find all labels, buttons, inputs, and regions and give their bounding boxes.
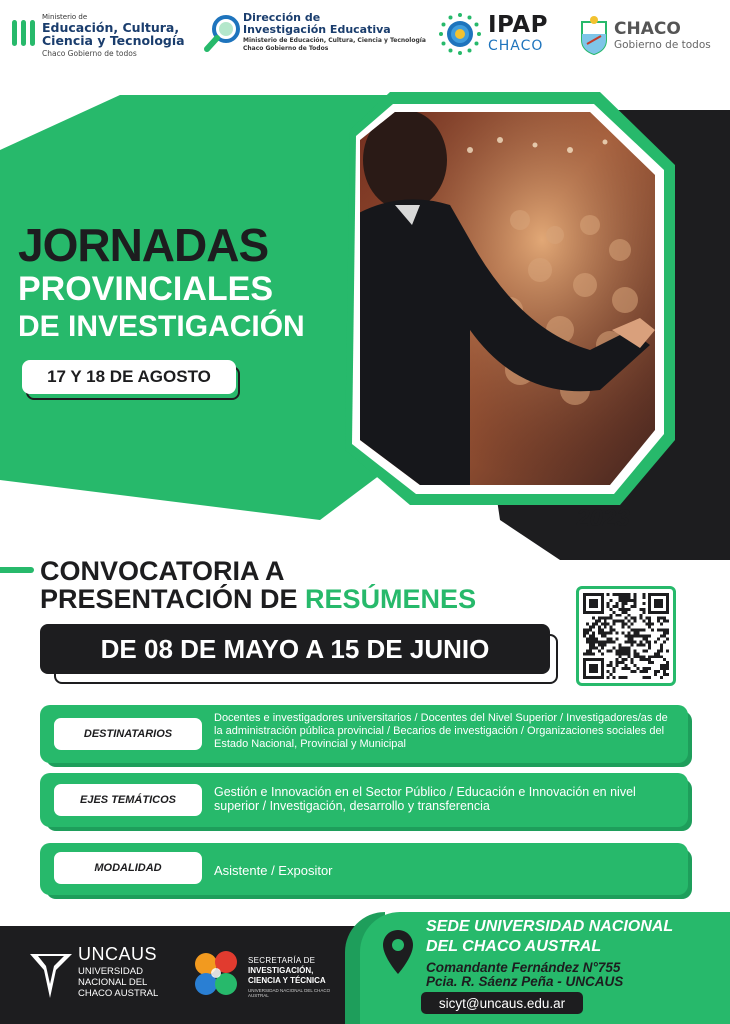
- chaco-tagline: Gobierno de todos: [614, 39, 711, 51]
- info-text-themes: Gestión e Innovación en el Sector Público / Educación e Innovación en nivel superior / Investigación, desarrollo y transferencia: [214, 785, 636, 813]
- secretaria-line3: CIENCIA Y TÉCNICA: [248, 976, 326, 985]
- submission-period: [40, 624, 558, 686]
- submission-period-text: DE 08 DE MAYO A 15 DE JUNIO: [40, 624, 550, 674]
- venue-line-1: SEDE UNIVERSIDAD NACIONAL: [426, 918, 674, 935]
- ministry-prefix: Ministerio de: [42, 13, 88, 21]
- contact-email[interactable]: sicyt@uncaus.edu.ar: [421, 992, 583, 1014]
- event-dates-badge: [22, 360, 240, 400]
- info-label-themes: EJES TEMÁTICOS: [54, 784, 202, 816]
- call-line-2: [40, 584, 476, 615]
- ministry-bars-icon: [12, 20, 36, 46]
- speaker-photo: [350, 100, 670, 500]
- info-text-modality: Asistente / Expositor: [214, 863, 333, 878]
- direccion-logo: [203, 10, 426, 60]
- venue-line-2: DEL CHACO AUSTRAL: [426, 938, 602, 955]
- uncaus-emblem-icon: [28, 950, 74, 1000]
- research-circles-icon: [190, 948, 242, 1000]
- ministry-logo: [8, 12, 198, 62]
- title-line-2: PROVINCIALES: [18, 270, 274, 308]
- ipap-region: CHACO: [488, 38, 544, 54]
- qr-code-pattern: [583, 593, 669, 679]
- direccion-line3: Ministerio de Educación, Cultura, Ciencia y Tecnología: [243, 37, 426, 44]
- sun-emblem-icon: [438, 12, 482, 56]
- accent-dash: [0, 567, 34, 573]
- location-pin-icon: [380, 928, 416, 976]
- call-line-1: CONVOCATORIA A: [40, 556, 285, 586]
- ipap-logo: [438, 12, 568, 58]
- uncaus-line2: NACIONAL DEL: [78, 977, 148, 988]
- address-line-1: Comandante Fernández N°755: [426, 960, 621, 975]
- uncaus-line1: UNIVERSIDAD: [78, 966, 143, 977]
- title-line-1: JORNADAS: [18, 219, 269, 271]
- footer: [0, 904, 730, 1024]
- uncaus-logo: [28, 944, 178, 1014]
- secretaria-line4: UNIVERSIDAD NACIONAL DEL CHACO AUSTRAL: [248, 988, 331, 998]
- call-line-2-accent: RESÚMENES: [305, 584, 477, 614]
- info-row-themes: [40, 773, 688, 827]
- ipap-name: IPAP: [488, 12, 548, 38]
- info-label-modality: MODALIDAD: [54, 852, 202, 884]
- coat-of-arms-icon: [578, 14, 610, 56]
- uncaus-line3: CHACO AUSTRAL: [78, 988, 159, 999]
- secretaria-line2: INVESTIGACIÓN,: [248, 966, 314, 975]
- uncaus-name: UNCAUS: [78, 944, 158, 964]
- ministry-title: Educación, Cultura, Ciencia y Tecnología: [42, 20, 185, 48]
- direccion-line1: Dirección de: [243, 11, 321, 24]
- secretaria-line1: SECRETARÍA DE: [248, 956, 316, 965]
- address-line-2: Pcia. R. Sáenz Peña - UNCAUS: [426, 974, 624, 989]
- direccion-line2: Investigación Educativa: [243, 23, 391, 36]
- ministry-subtitle: Chaco Gobierno de todos: [42, 49, 137, 58]
- qr-code-icon[interactable]: [576, 586, 676, 686]
- info-text-recipients: Docentes e investigadores universitarios / Docentes del Nivel Superior / Investigadores/as de la administración pública provincial / Becarios de investigación / Organizaciones sociales del Estado Nacional, Provincial y Municipal: [214, 712, 668, 750]
- secretaria-logo: [190, 944, 350, 1006]
- chaco-name: CHACO: [614, 19, 681, 39]
- chaco-logo: [578, 12, 723, 58]
- event-dates: 17 Y 18 DE AGOSTO: [22, 360, 236, 394]
- info-row-modality: [40, 843, 688, 895]
- info-label-recipients: DESTINATARIOS: [54, 718, 202, 750]
- title-line-3: DE INVESTIGACIÓN: [18, 310, 305, 343]
- info-row-recipients: [40, 705, 688, 763]
- event-year: 2023: [576, 505, 630, 532]
- call-line-2-text: PRESENTACIÓN DE: [40, 584, 298, 614]
- direccion-line4: Chaco Gobierno de Todos: [243, 45, 329, 52]
- magnifier-icon: [203, 12, 243, 54]
